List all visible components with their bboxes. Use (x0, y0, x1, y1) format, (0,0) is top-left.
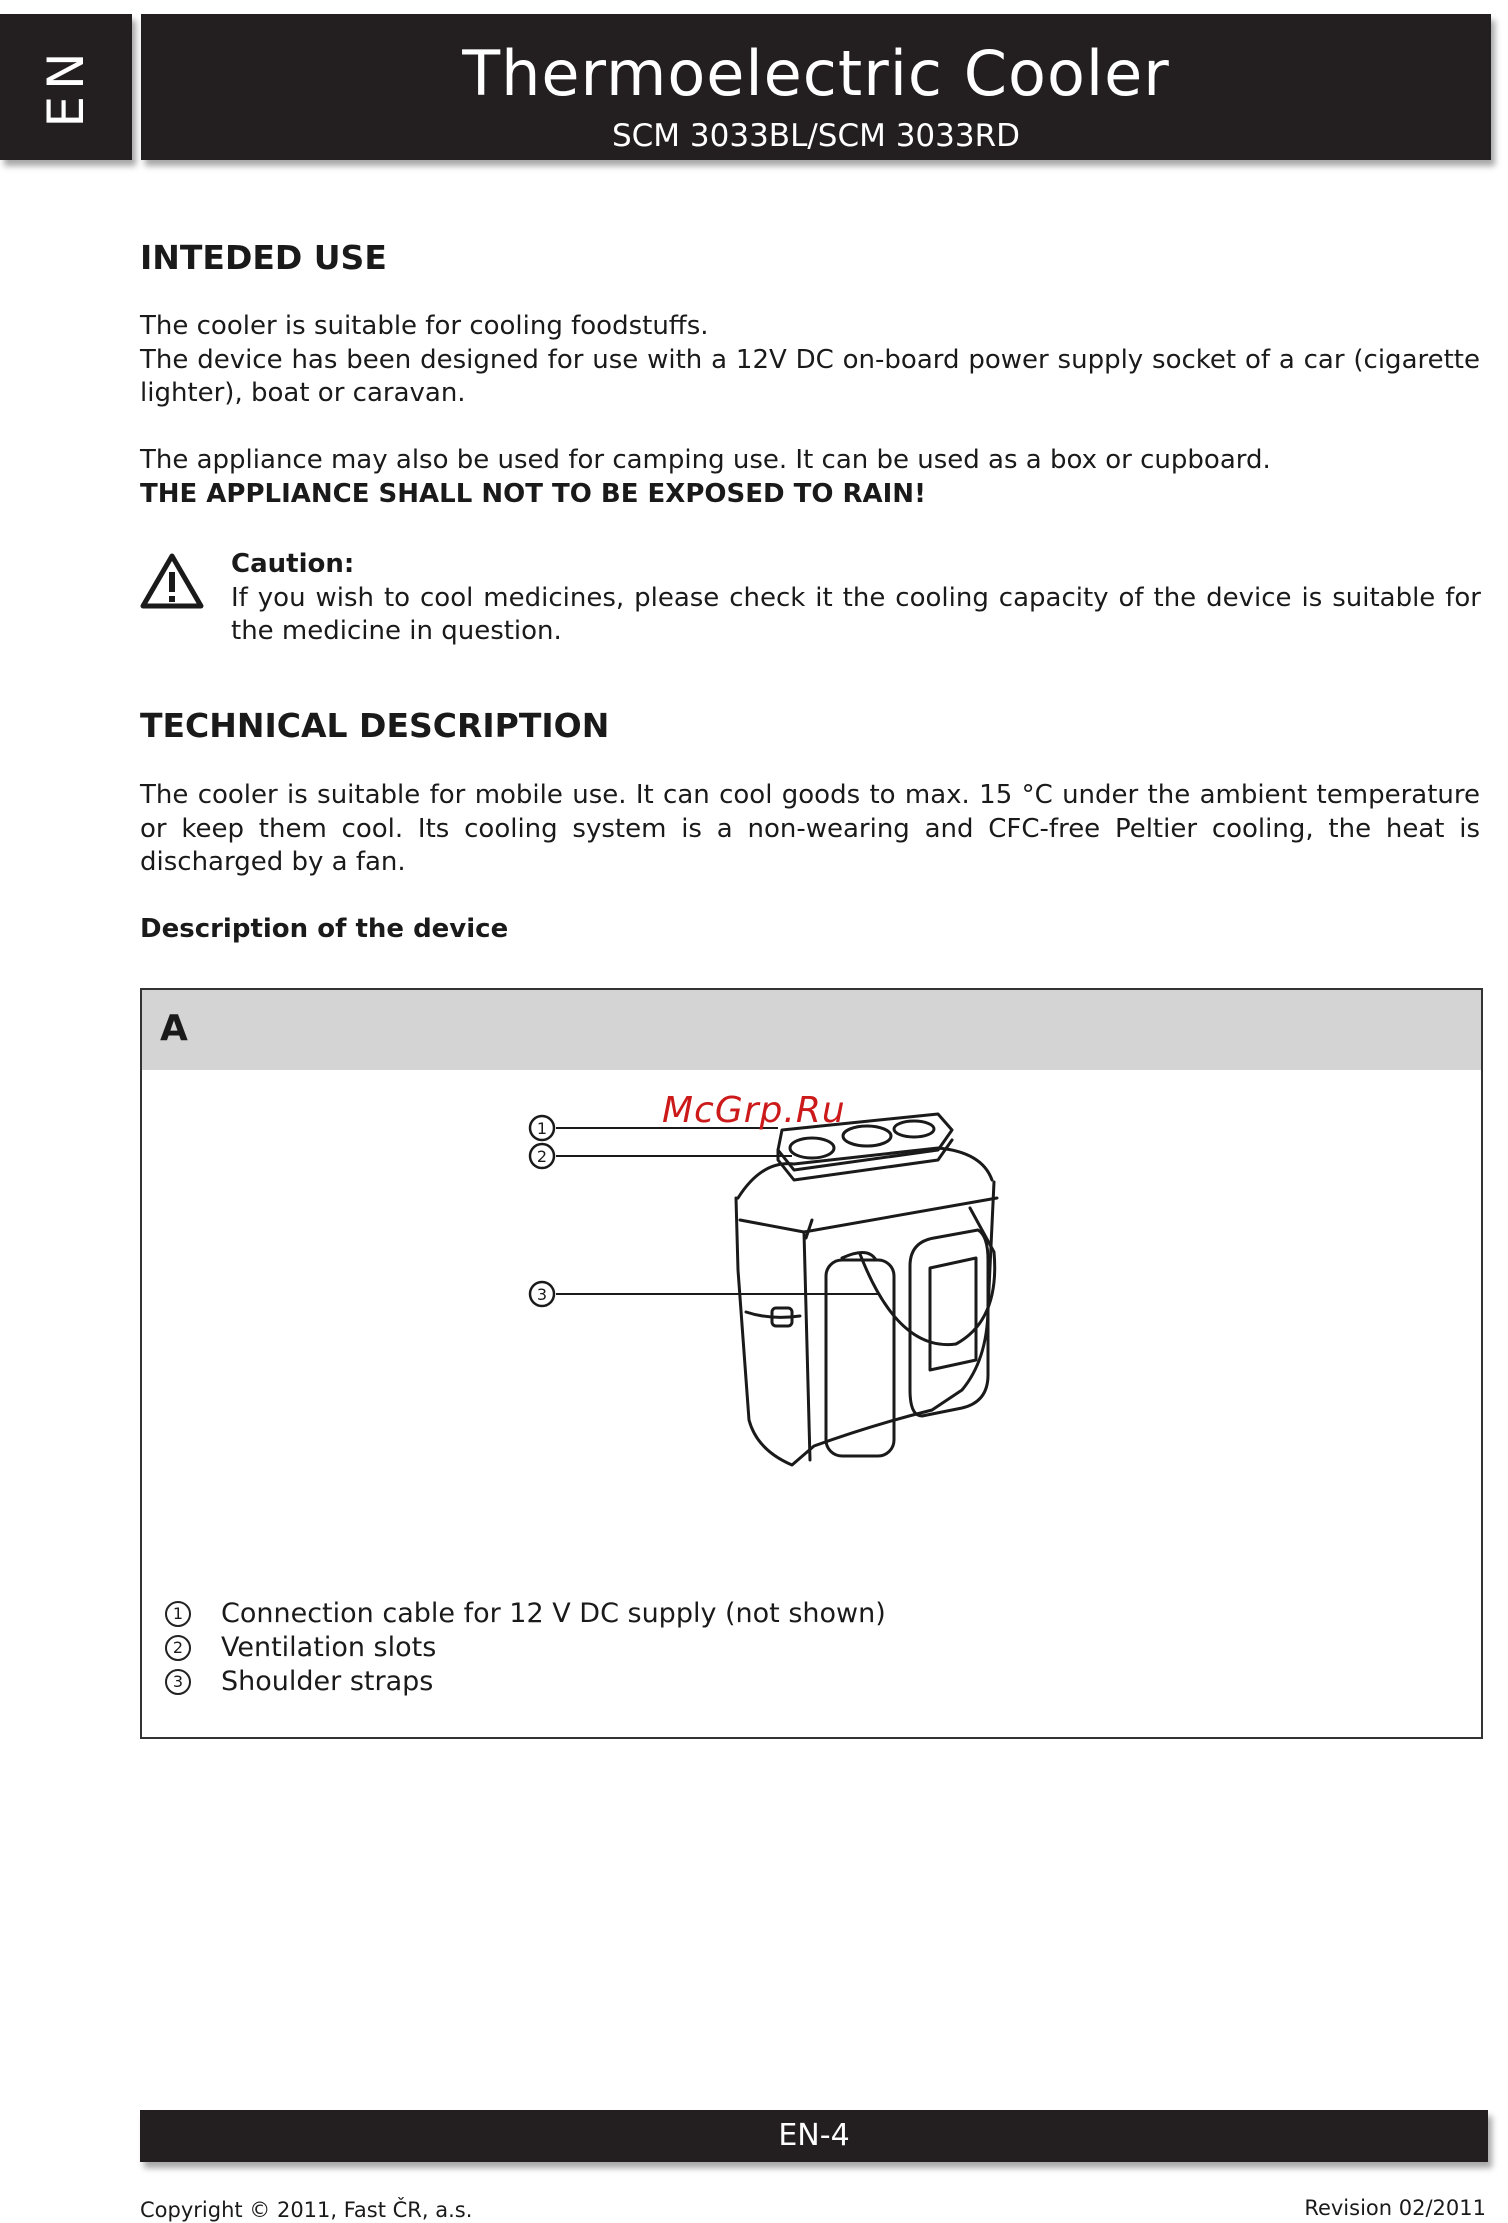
legend-text: Shoulder straps (221, 1666, 434, 1697)
warning-icon (140, 552, 204, 610)
cup-holder-left (790, 1138, 834, 1158)
callout-number: 3 (536, 1285, 548, 1304)
legend-text: Connection cable for 12 V DC supply (not shown) (221, 1598, 886, 1629)
page-title: Thermoelectric Cooler (462, 37, 1170, 110)
zipper-line (740, 1198, 997, 1232)
caution-block (231, 548, 1481, 649)
legend-number: 2 (165, 1635, 191, 1661)
technical-heading: TECHNICAL DESCRIPTION (140, 706, 610, 745)
cooler-illustration (536, 1090, 1242, 1530)
cup-holder-middle (843, 1126, 891, 1146)
legend-number: 1 (165, 1601, 191, 1627)
cup-holder-right (894, 1121, 934, 1137)
intended-use-line: The cooler is suitable for cooling foodstuffs. (140, 311, 709, 341)
legend-item (165, 1665, 886, 1699)
title-banner (141, 14, 1491, 160)
model-subtitle: SCM 3033BL/SCM 3033RD (611, 118, 1021, 154)
device-description-heading: Description of the device (140, 914, 509, 944)
copyright-text: Copyright © 2011, Fast ČR, a.s. (140, 2198, 473, 2222)
legend-text: Ventilation slots (221, 1632, 437, 1663)
legend-item (165, 1597, 886, 1631)
watermark: McGrp.Ru (662, 1090, 846, 1131)
language-tab (0, 14, 132, 160)
bag-front-edge (804, 1232, 810, 1460)
callout-number: 1 (536, 1119, 548, 1138)
revision-text: Revision 02/2011 (1304, 2196, 1486, 2220)
pocket-flap (930, 1258, 976, 1370)
callout-number: 2 (536, 1147, 548, 1166)
page-number-bar: EN-4 (140, 2110, 1488, 2162)
legend-number: 3 (165, 1669, 191, 1695)
intended-use-paragraph (140, 310, 1480, 411)
caution-text: If you wish to cool medicines, please check it the cooling capacity of the device is suitable for the medicine in question. (231, 582, 1481, 646)
language-label: EN (37, 46, 95, 128)
rain-warning: THE APPLIANCE SHALL NOT TO BE EXPOSED TO RAIN! (140, 478, 926, 509)
camping-paragraph (140, 444, 1480, 511)
legend-item (165, 1631, 886, 1665)
figure-legend (165, 1597, 886, 1699)
intended-use-line: The device has been designed for use with a 12V DC on-board power supply socket of a car (cigarette lighter), boat or caravan. (140, 344, 1480, 408)
figure-header (142, 990, 1481, 1070)
intended-use-heading: INTEDED USE (140, 238, 387, 277)
technical-paragraph: The cooler is suitable for mobile use. It can cool goods to max. 15 °C under the ambient temperature or keep them cool. Its cooling system is a non-wearing and CFC-free Peltier cooling, the heat is discharged by a fan. (140, 780, 1480, 877)
zipper-pull (806, 1220, 812, 1238)
camping-text: The appliance may also be used for camping use. It can be used as a box or cupboard. (140, 445, 1271, 475)
side-pocket-left (826, 1260, 894, 1456)
figure-label: A (160, 1008, 188, 1049)
bag-outline (736, 1182, 994, 1465)
caution-label: Caution: (231, 549, 355, 579)
